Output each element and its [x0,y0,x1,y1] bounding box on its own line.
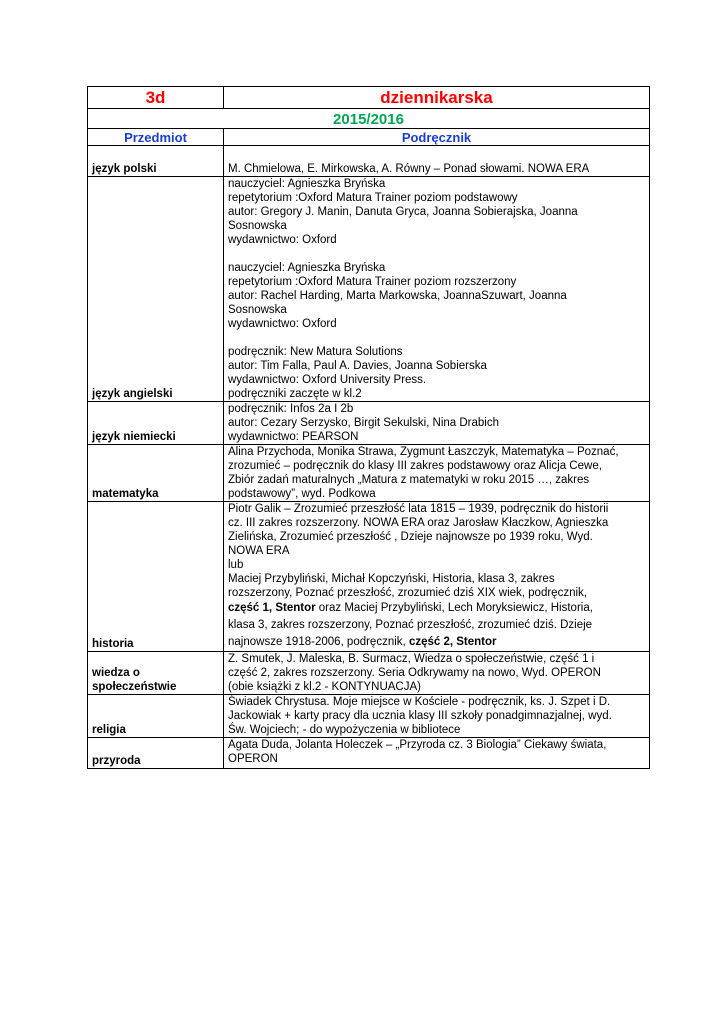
textbook-table [87,86,650,769]
subject-cell: język polski [88,146,224,177]
class-profile: dziennikarska [224,87,650,109]
textbook-line: wydawnictwo: Oxford [228,318,337,330]
column-header-textbook: Podręcznik [224,129,650,146]
textbook-line: rozszerzony, Poznać przeszłość, zrozumieć dziś XIX wiek, podręcznik, [228,587,587,599]
textbook-line: NOWA ERA [228,545,290,557]
textbook-line: podręcznik: New Matura Solutions [228,346,403,358]
table-row [88,177,650,402]
bold-fragment: część 2, Stentor [408,636,497,648]
textbook-line: (obie książki z kl.2 - KONTYNUACJA) [228,681,421,693]
textbook-cell [224,502,650,652]
textbook-line: wydawnictwo: Oxford [228,234,337,246]
textbook-cell [224,652,650,695]
textbook-line: Sosnowska [228,304,287,316]
textbook-line: M. Chmielowa, E. Mirkowska, A. Równy – Ponad słowami. NOWA ERA [228,163,590,175]
textbook-line: Maciej Przybyliński, Michał Kopczyński, Historia, klasa 3, zakres [228,573,555,585]
table-row [88,402,650,445]
class-code: 3d [88,87,224,109]
textbook-line: repetytorium :Oxford Matura Trainer poziom podstawowy [228,192,518,204]
table-row [88,445,650,502]
textbook-line: OPERON [228,753,278,765]
textbook-cell [224,695,650,738]
textbook-line: Z. Smutek, J. Maleska, B. Surmacz, Wiedza o społeczeństwie, część 1 i [228,653,595,665]
table-row [88,738,650,769]
textbook-line [228,634,645,651]
subject-cell: język angielski [88,177,224,402]
textbook-line: Piotr Galik – Zrozumieć przeszłość lata 1815 – 1939, podręcznik do historii [228,503,609,515]
table-row [88,695,650,738]
textbook-line: lub [228,559,244,571]
textbook-line: repetytorium :Oxford Matura Trainer poziom rozszerzony [228,276,517,288]
textbook-line: klasa 3, zakres rozszerzony, Poznać przeszłość, zrozumieć dziś. Dzieje [228,619,593,631]
spacer [228,247,645,261]
table-row [88,146,650,177]
table-row [88,652,650,695]
subject-cell: język niemiecki [88,402,224,445]
textbook-line: Zielińska, Zrozumieć przeszłość , Dzieje najnowsze po 1939 roku, Wyd. [228,531,593,543]
textbook-line: zrozumieć – podręcznik do klasy III zakres podstawowy oraz Alicja Cewe, [228,460,602,472]
textbook-cell [224,402,650,445]
textbook-line: Jackowiak + karty pracy dla ucznia klasy III szkoły ponadgimnazjalnej, wyd. [228,710,612,722]
textbook-line: autor: Tim Falla, Paul A. Davies, Joanna Sobierska [228,360,487,372]
table-row [88,502,650,652]
text-fragment: najnowsze 1918-2006, podręcznik, [228,636,409,648]
textbook-line: autor: Gregory J. Manin, Danuta Gryca, Joanna Sobierajska, Joanna [228,206,578,218]
textbook-line: wydawnictwo: Oxford University Press. [228,374,427,386]
textbook-line: Świadek Chrystusa. Moje miejsce w Kościele - podręcznik, ks. J. Szpet i D. [228,696,611,708]
textbook-line: nauczyciel: Agnieszka Bryńska [228,262,386,274]
bold-fragment: część 1, Stentor [228,602,316,614]
textbook-line [228,600,645,617]
textbook-line: cz. III zakres rozszerzony. NOWA ERA oraz Jarosław Kłaczkow, Agnieszka [228,517,609,529]
textbook-line: wydawnictwo: PEARSON [228,431,359,443]
textbook-line: Agata Duda, Jolanta Holeczek – „Przyroda cz. 3 Biologia” Ciekawy świata, [228,739,607,751]
textbook-line: Św. Wojciech; - do wypożyczenia w bibliotece [228,724,461,736]
subject-line: wiedza o [92,667,140,679]
subject-cell: matematyka [88,445,224,502]
subject-cell: historia [88,502,224,652]
textbook-cell [224,445,650,502]
textbook-line: Zbiór zadań maturalnych „Matura z matematyki w roku 2015 …, zakres [228,474,590,486]
subject-cell [88,652,224,695]
column-header-row [88,129,650,146]
subject-cell: religia [88,695,224,738]
textbook-line: nauczyciel: Agnieszka Bryńska [228,178,386,190]
textbook-line: autor: Cezary Serzysko, Birgit Sekulski, Nina Drabich [228,417,499,429]
year-row [88,109,650,129]
textbook-line: Alina Przychoda, Monika Strawa, Zygmunt Łaszczyk, Matematyka – Poznać, [228,446,619,458]
textbook-line: autor: Rachel Harding, Marta Markowska, JoannaSzuwart, Joanna [228,290,567,302]
subject-line: społeczeństwie [92,681,177,693]
spacer [228,331,645,345]
textbook-line: Sosnowska [228,220,287,232]
class-row [88,87,650,109]
subject-cell: przyroda [88,738,224,769]
textbook-cell [224,146,650,177]
column-header-subject: Przedmiot [88,129,224,146]
text-fragment: oraz Maciej Przybyliński, Lech Moryksiewicz, Historia, [315,602,593,614]
textbook-cell [224,177,650,402]
textbook-line: podręczniki zaczęte w kl.2 [228,388,362,400]
textbook-cell [224,738,650,769]
textbook-line: część 2, zakres rozszerzony. Seria Odkrywamy na nowo, Wyd. OPERON [228,667,601,679]
school-year: 2015/2016 [88,109,650,129]
textbook-line: podręcznik: Infos 2a I 2b [228,403,354,415]
textbook-line: podstawowy”, wyd. Podkowa [228,488,376,500]
